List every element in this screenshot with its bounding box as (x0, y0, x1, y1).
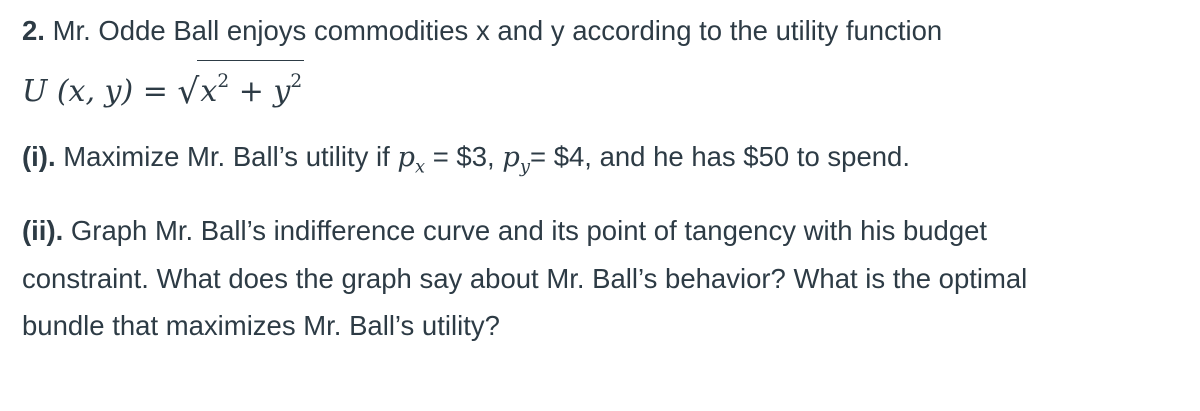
radicand-x: x (200, 73, 218, 109)
price-x-p: p (397, 141, 415, 173)
problem-number: 2. (22, 15, 45, 46)
exponent-x: 2 (217, 71, 230, 92)
part-one-text-b: = $3, (432, 141, 495, 172)
price-y-subscript: y (519, 156, 530, 178)
square-root (177, 60, 304, 112)
utility-equation (22, 60, 304, 112)
price-y-p: p (502, 141, 520, 173)
problem-title-text: Mr. Odde Ball enjoys commodities x and y according to the utility function (52, 15, 943, 46)
problem-title (22, 14, 942, 48)
part-two-text-2: constraint. What does the graph say about Mr. Ball’s behavior? What is the optimal (22, 263, 1028, 294)
radicand (197, 60, 304, 109)
price-y (502, 141, 530, 178)
radicand-y: y (273, 73, 291, 109)
part-two-text-3: bundle that maximizes Mr. Ball’s utility? (22, 310, 500, 341)
part-two-line-3 (22, 309, 500, 343)
price-x-subscript: x (415, 156, 426, 178)
equation-equals: = (142, 73, 168, 109)
part-two-line-1 (22, 214, 987, 248)
radical-sign: √ (177, 71, 200, 112)
part-one-text-c: = $4, and he has $50 to spend. (530, 141, 910, 172)
part-two-text-1: Graph Mr. Ball’s indifference curve and its point of tangency with his budget (70, 215, 988, 246)
exponent-y: 2 (290, 71, 303, 92)
part-one-text-a: Maximize Mr. Ball’s utility if (63, 141, 390, 172)
part-one-label: (i). (22, 141, 56, 172)
plus-sign: + (238, 73, 264, 109)
part-two-label: (ii). (22, 215, 64, 246)
equation-lhs: U (x, y) (22, 73, 134, 109)
part-one (22, 140, 910, 184)
price-x (397, 141, 426, 178)
part-two-line-2 (22, 262, 1027, 296)
